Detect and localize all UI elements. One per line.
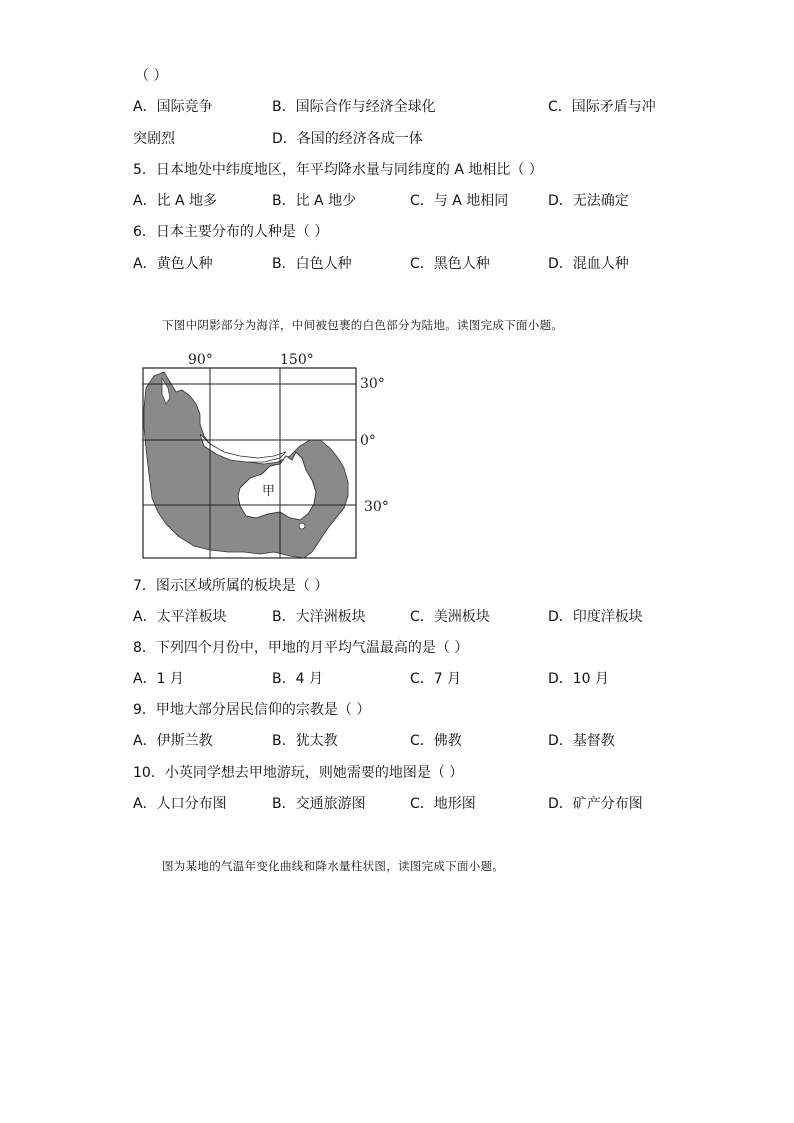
q10-option-d: D．矿产分布图 <box>548 796 643 812</box>
q8-option-a: A．1 月 <box>133 671 184 687</box>
q5-option-a: A．比 A 地多 <box>133 193 218 209</box>
q5-option-c: C．与 A 地相同 <box>410 193 509 209</box>
q10-option-a: A．人口分布图 <box>133 796 227 812</box>
climate-intro: 图为某地的气温年变化曲线和降水量柱状图，读图完成下面小题。 <box>162 859 505 873</box>
q4-option-d: D．各国的经济各成一体 <box>272 131 423 147</box>
lon-label-90: 90° <box>188 352 213 368</box>
q5-option-b: B．比 A 地少 <box>272 193 357 209</box>
q4-option-b: B．国际合作与经济全球化 <box>272 99 436 115</box>
q4-stem-tail: （ ） <box>135 68 168 84</box>
lat-label-0: 0° <box>360 433 376 449</box>
q8-stem: 8．下列四个月份中，甲地的月平均气温最高的是（ ） <box>133 640 469 656</box>
q5-stem: 5．日本地处中纬度地区，年平均降水量与同纬度的 A 地相比（ ） <box>133 162 543 178</box>
q10-stem: 10．小英同学想去甲地游玩，则她需要的地图是（ ） <box>133 765 464 781</box>
oceania-map <box>140 348 400 563</box>
q6-option-c: C．黑色人种 <box>410 256 490 272</box>
q10-option-c: C．地形图 <box>410 796 476 812</box>
q4-option-a: A．国际竞争 <box>133 99 213 115</box>
q8-option-c: C．7 月 <box>410 671 462 687</box>
q7-stem: 7．图示区域所属的板块是（ ） <box>133 578 329 594</box>
q5-option-d: D．无法确定 <box>548 193 629 209</box>
q6-stem: 6．日本主要分布的人种是（ ） <box>133 224 329 240</box>
q9-option-a: A．伊斯兰教 <box>133 733 213 749</box>
place-label-jia: 甲 <box>262 484 276 499</box>
q9-option-c: C．佛教 <box>410 733 462 749</box>
lat-label-30s: 30° <box>364 499 389 515</box>
q9-option-d: D．基督教 <box>548 733 615 749</box>
q8-option-b: B．4 月 <box>272 671 323 687</box>
q9-option-b: B．犹太教 <box>272 733 338 749</box>
map-intro: 下图中阴影部分为海洋，中间被包裹的白色部分为陆地。读图完成下面小题。 <box>162 318 564 332</box>
q10-option-b: B．交通旅游图 <box>272 796 366 812</box>
q7-option-a: A．太平洋板块 <box>133 609 227 625</box>
q9-stem: 9．甲地大部分居民信仰的宗教是（ ） <box>133 702 371 718</box>
q4-option-c: C．国际矛盾与冲 <box>548 99 656 115</box>
q6-option-b: B．白色人种 <box>272 256 352 272</box>
q8-option-d: D．10 月 <box>548 671 610 687</box>
q7-option-c: C．美洲板块 <box>410 609 490 625</box>
q6-option-d: D．混血人种 <box>548 256 629 272</box>
tasmania <box>299 523 305 529</box>
lat-label-30n: 30° <box>360 376 385 392</box>
q7-option-b: B．大洋洲板块 <box>272 609 366 625</box>
q6-option-a: A．黄色人种 <box>133 256 213 272</box>
lon-label-150: 150° <box>280 352 314 368</box>
q4-option-c-wrap: 突剧烈 <box>133 131 175 147</box>
q7-option-d: D．印度洋板块 <box>548 609 643 625</box>
